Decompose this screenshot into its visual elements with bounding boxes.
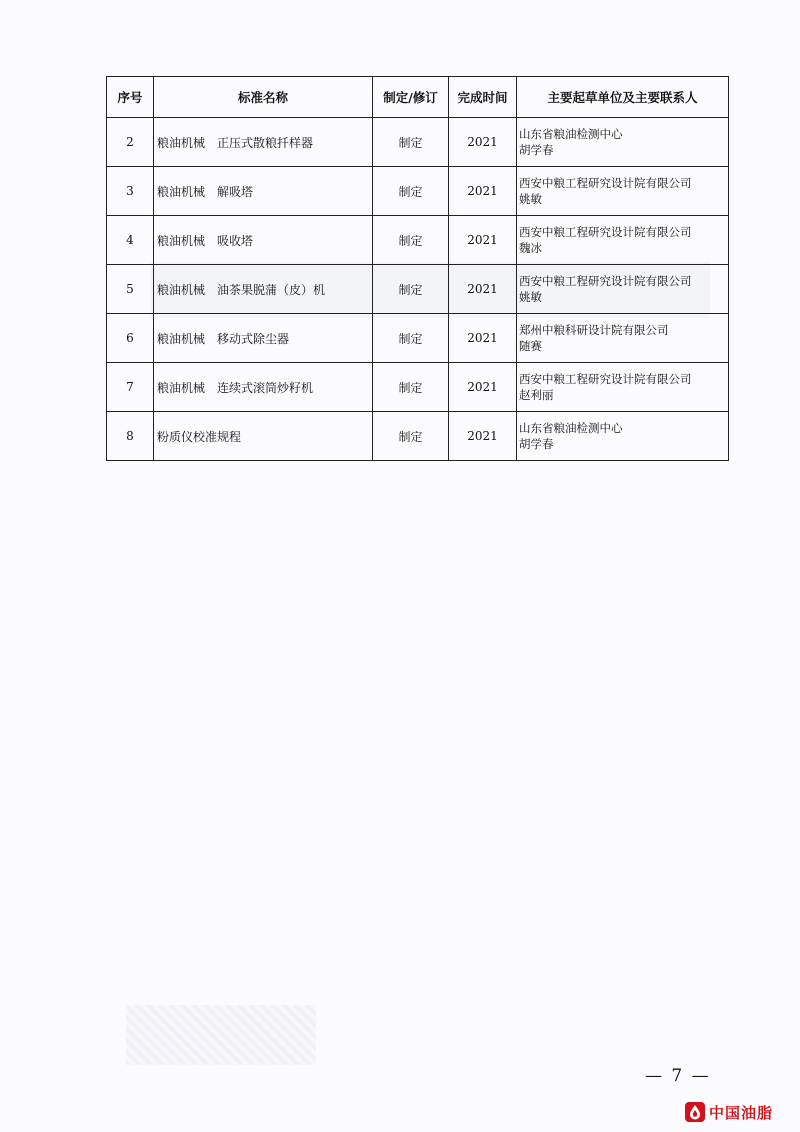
- row-drafting-unit: [517, 216, 729, 265]
- header-standard-name: 标准名称: [154, 77, 373, 118]
- row-standard-name: 粮油机械 油茶果脱蒲（皮）机: [154, 265, 373, 314]
- row-drafting-unit: [517, 167, 729, 216]
- row-standard-name: 粮油机械 连续式滚筒炒籽机: [154, 363, 373, 412]
- row-completion-year: 2021: [449, 265, 517, 314]
- row-drafting-unit: [517, 412, 729, 461]
- row-drafting-unit: [517, 118, 729, 167]
- page-number: — 7 —: [645, 1066, 711, 1086]
- contact-person: 胡学春: [519, 143, 554, 157]
- bleed-through-title-line: [200, 540, 232, 584]
- oil-drop-logo-icon: [685, 1102, 705, 1122]
- table-row: [107, 118, 729, 167]
- row-completion-year: 2021: [449, 216, 517, 265]
- drafting-unit-name: 西安中粮工程研究设计院有限公司: [519, 225, 692, 239]
- row-establish-revise: 制定: [373, 412, 449, 461]
- row-serial-no: 6: [107, 314, 154, 363]
- table-header-row: [107, 77, 729, 118]
- bleed-through-stamp: [126, 1005, 316, 1065]
- row-standard-name: 粮油机械 正压式散粮扦样器: [154, 118, 373, 167]
- table-row: [107, 412, 729, 461]
- drafting-unit-name: 郑州中粮科研设计院有限公司: [519, 323, 669, 337]
- row-serial-no: 5: [107, 265, 154, 314]
- header-establish-revise: 制定/修订: [373, 77, 449, 118]
- contact-person: 魏冰: [519, 241, 542, 255]
- contact-person: 姚敏: [519, 192, 542, 206]
- row-completion-year: 2021: [449, 167, 517, 216]
- watermark-text: 中国油脂: [709, 1103, 774, 1122]
- row-completion-year: 2021: [449, 314, 517, 363]
- watermark-logo: [685, 1100, 773, 1124]
- contact-person: 姚敏: [519, 290, 542, 304]
- header-completion-time: 完成时间: [449, 77, 517, 118]
- row-establish-revise: 制定: [373, 265, 449, 314]
- contact-person: 胡学春: [519, 437, 554, 451]
- row-establish-revise: 制定: [373, 167, 449, 216]
- row-standard-name: 粉质仪校准规程: [154, 412, 373, 461]
- header-serial-no: 序号: [107, 77, 154, 118]
- row-serial-no: 8: [107, 412, 154, 461]
- table-row: [107, 363, 729, 412]
- header-drafting-unit-contact: 主要起草单位及主要联系人: [517, 77, 729, 118]
- row-serial-no: 2: [107, 118, 154, 167]
- table-row: [107, 216, 729, 265]
- standards-table: [106, 76, 729, 461]
- row-completion-year: 2021: [449, 412, 517, 461]
- row-drafting-unit: [517, 363, 729, 412]
- contact-person: 随赛: [519, 339, 542, 353]
- row-standard-name: 粮油机械 移动式除尘器: [154, 314, 373, 363]
- drafting-unit-name: 西安中粮工程研究设计院有限公司: [519, 176, 692, 190]
- row-serial-no: 3: [107, 167, 154, 216]
- contact-person: 赵利丽: [519, 388, 554, 402]
- row-establish-revise: 制定: [373, 216, 449, 265]
- row-completion-year: 2021: [449, 118, 517, 167]
- row-standard-name: 粮油机械 解吸塔: [154, 167, 373, 216]
- table-row: [107, 314, 729, 363]
- row-standard-name: 粮油机械 吸收塔: [154, 216, 373, 265]
- table-row: [107, 265, 729, 314]
- row-completion-year: 2021: [449, 363, 517, 412]
- row-establish-revise: 制定: [373, 118, 449, 167]
- row-establish-revise: 制定: [373, 363, 449, 412]
- drafting-unit-name: 西安中粮工程研究设计院有限公司: [519, 274, 692, 288]
- row-establish-revise: 制定: [373, 314, 449, 363]
- row-serial-no: 7: [107, 363, 154, 412]
- drafting-unit-name: 山东省粮油检测中心: [519, 127, 623, 141]
- row-drafting-unit: [517, 314, 729, 363]
- drafting-unit-name: 山东省粮油检测中心: [519, 421, 623, 435]
- row-serial-no: 4: [107, 216, 154, 265]
- table-row: [107, 167, 729, 216]
- row-drafting-unit: [517, 265, 729, 314]
- drafting-unit-name: 西安中粮工程研究设计院有限公司: [519, 372, 692, 386]
